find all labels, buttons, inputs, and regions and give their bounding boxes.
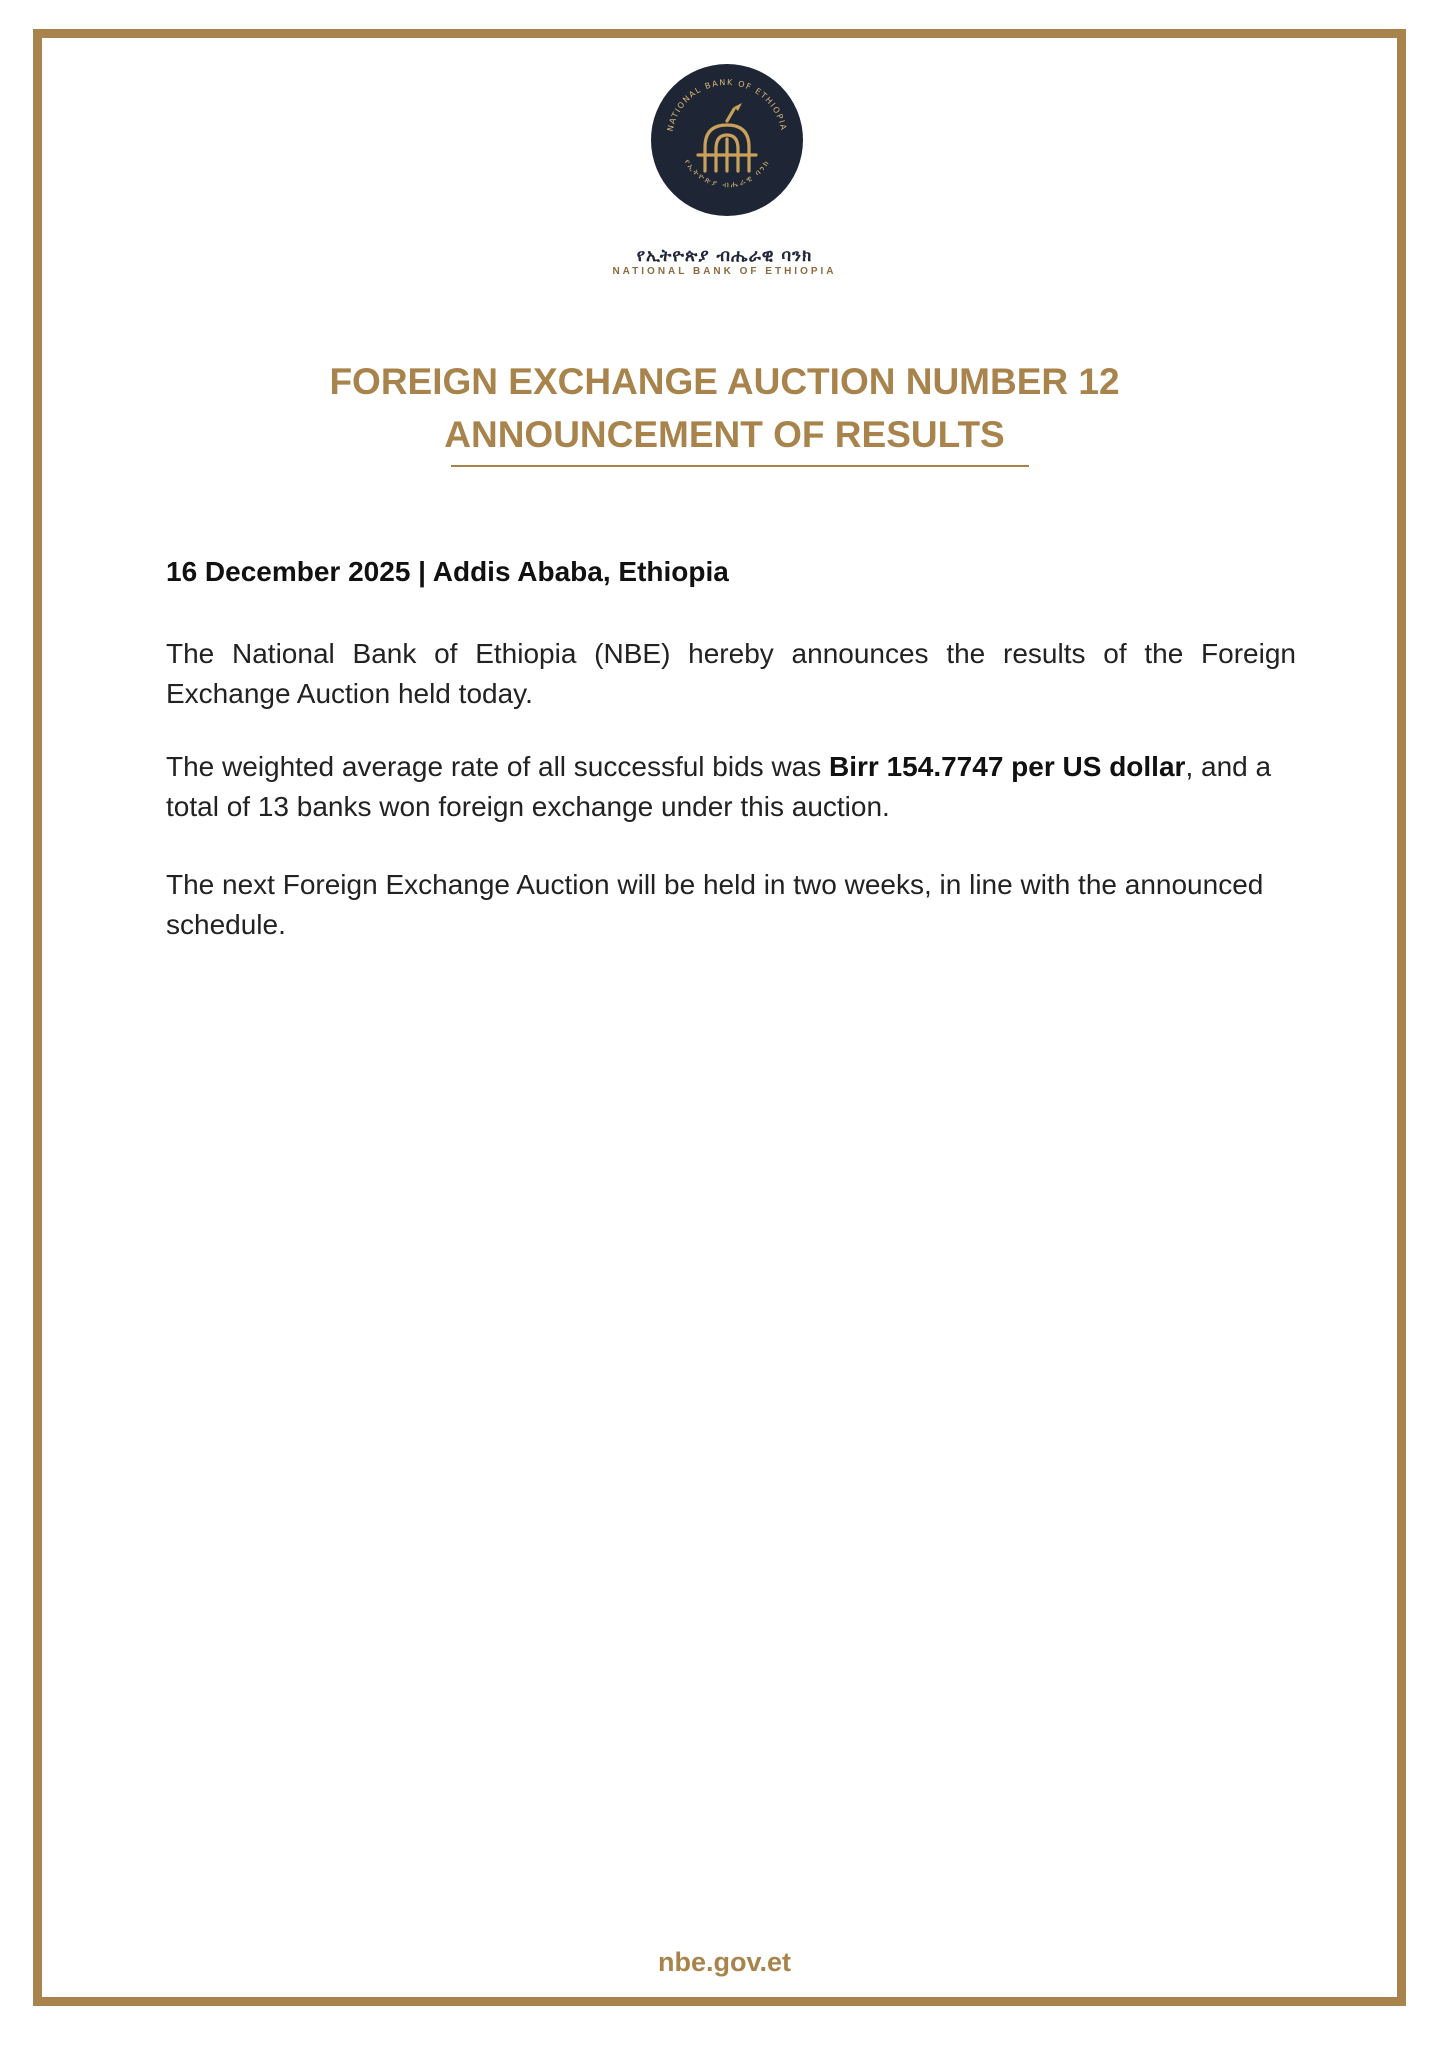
page-border [33,29,1406,2006]
paragraph-2 [166,747,1296,827]
footer-website-link[interactable]: nbe.gov.et [657,1947,791,1977]
title-line-2: ANNOUNCEMENT OF RESULTS [444,414,1005,455]
seal-ring-text-top: NATIONAL BANK OF ETHIOPIA [665,77,789,133]
paragraph-1: The National Bank of Ethiopia (NBE) hereby announces the results of the Foreign Exchange Auction held today. [166,638,1296,709]
paragraph-2-intro: The weighted average rate of all successful bids was [166,751,830,782]
page-title [0,355,1449,461]
nbe-seal-icon [650,63,804,217]
bank-name-english: NATIONAL BANK OF ETHIOPIA [612,266,837,277]
paragraph-3: The next Foreign Exchange Auction will be held in two weeks, in line with the announced schedule. [166,869,1264,940]
seal-ring-text-bottom: የኢትዮጵያ ብሔራዊ ባንክ [682,157,772,190]
title-underline [451,465,1029,467]
paragraph-2-rest: , and a total of 13 banks won foreign exchange under this auction. [166,751,1272,822]
title-line-1: FOREIGN EXCHANGE AUCTION NUMBER 12 [329,361,1120,402]
bank-name-amharic: የኢትዮጵያ ብሔራዊ ባንክ [636,246,813,266]
dateline: 16 December 2025 | Addis Ababa, Ethiopia [166,556,729,587]
exchange-rate-highlight: Birr 154.7747 per US dollar [829,751,1186,782]
